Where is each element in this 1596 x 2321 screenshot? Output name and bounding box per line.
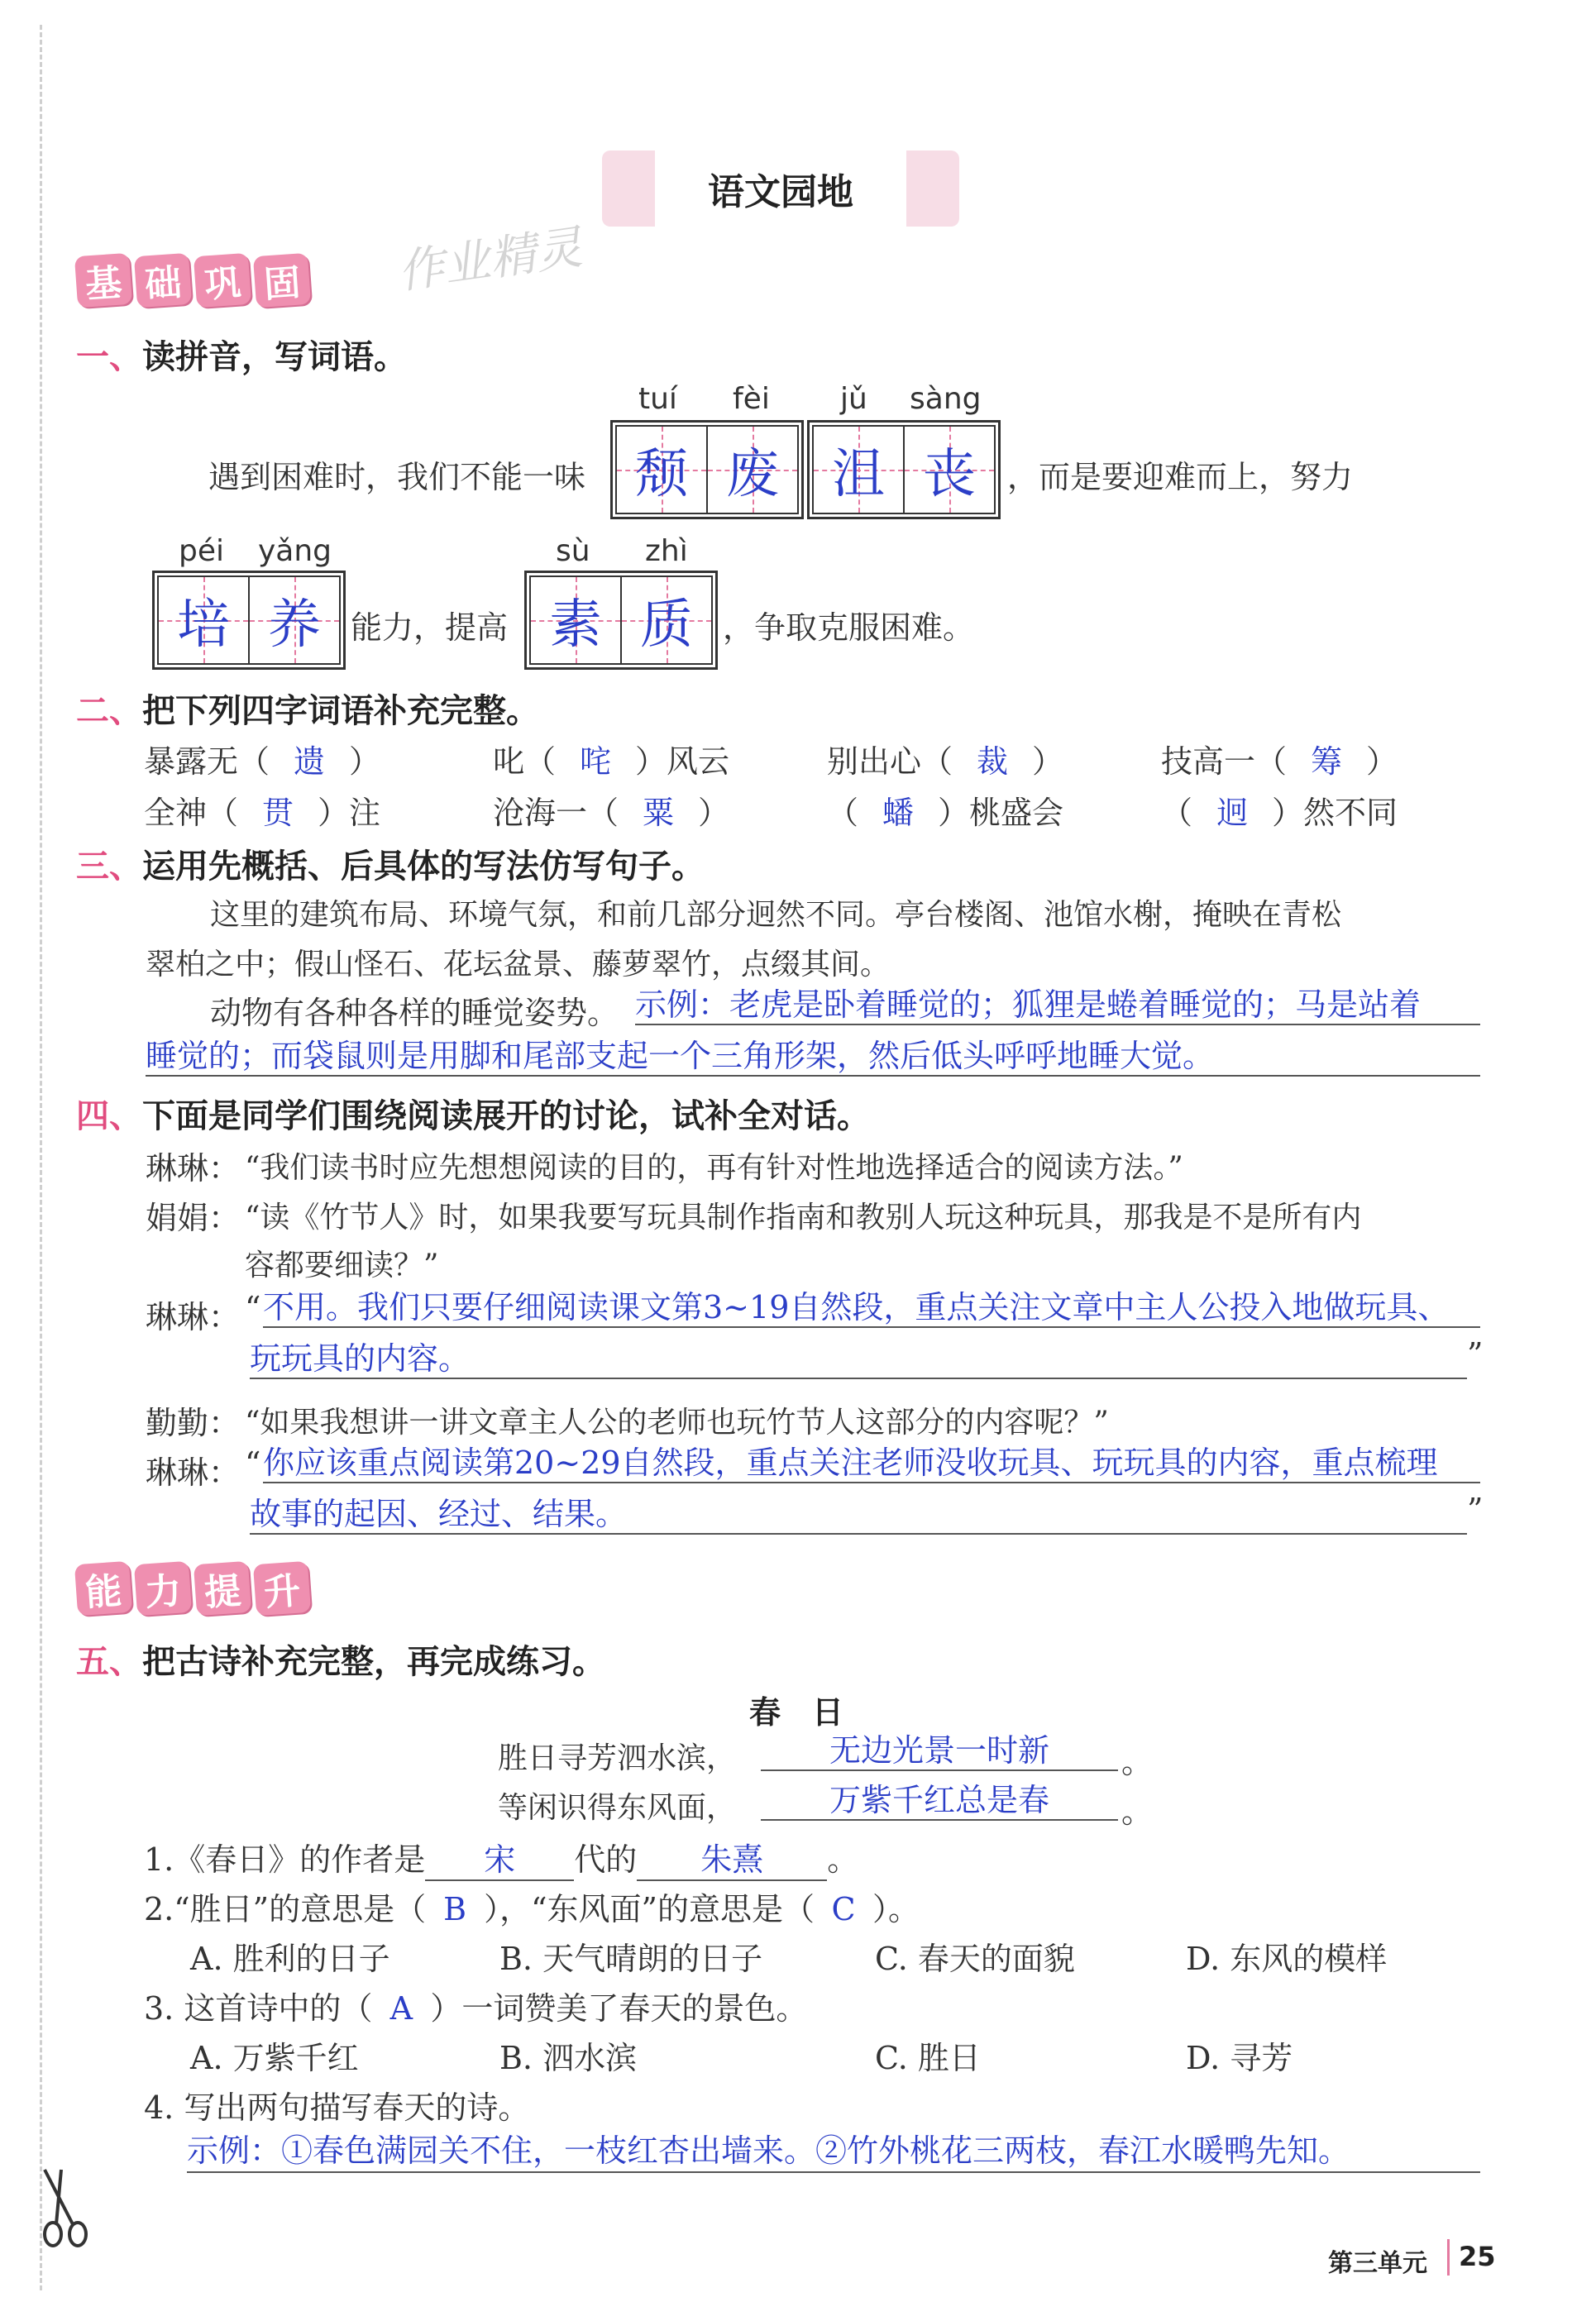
pinyin: tuí	[638, 382, 677, 416]
pinyin: sàng	[910, 382, 982, 416]
page-number: 25	[1459, 2241, 1496, 2272]
q3-answer-line2: 睡觉的；而袋鼠则是用脚和尾部支起一个三角形架，然后低头呼呼地睡大觉。	[146, 1030, 1480, 1077]
option: C. 胜日	[875, 2040, 981, 2076]
answer-grid	[610, 420, 804, 519]
dialog-speaker: 娟娟：	[146, 1200, 241, 1236]
q5-number: 五、	[76, 1643, 142, 1681]
q1-line1-pre: 遇到困难时，我们不能一味	[208, 459, 586, 495]
q3-example-line1: 这里的建筑布局、环境气氛，和前几部分迥然不同。亭台楼阁、池馆水榭，掩映在青松	[210, 898, 1342, 932]
grid-cell: 废	[708, 425, 799, 514]
option: A. 胜利的日子	[190, 1941, 390, 1977]
q1-text: 读拼音，写词语。	[142, 338, 407, 376]
pinyin: jǔ	[840, 382, 867, 416]
q3-text: 运用先概括、后具体的写法仿写句子。	[142, 848, 705, 886]
badge-char: 力	[134, 1561, 192, 1616]
dialog-text: “我们读书时应先想想阅读的目的，再有针对性地选择适合的阅读方法。”	[245, 1151, 1183, 1185]
grid-cell: 养	[250, 575, 341, 665]
badge-char: 础	[134, 253, 192, 308]
footer-divider	[1447, 2239, 1450, 2276]
q1-number: 一、	[76, 338, 142, 376]
badge-char: 提	[194, 1561, 251, 1616]
poem-title: 春 日	[749, 1694, 844, 1731]
idiom-item: 沧海一（ 粟 ）	[493, 795, 730, 831]
dialog-speaker: 琳琳：	[146, 1299, 241, 1335]
q3-prompt: 动物有各种各样的睡觉姿势。	[210, 995, 619, 1031]
idiom-item: （ 迥 ）然不同	[1161, 795, 1398, 831]
q3-answer-line1: 示例：老虎是卧着睡觉的；狐狸是蜷着睡觉的；马是站着	[635, 979, 1480, 1025]
option: B. 泗水滨	[499, 2040, 638, 2076]
idiom-item: 技高一（ 筹 ）	[1161, 743, 1398, 780]
grid-cell: 质	[622, 575, 713, 665]
badge-char: 基	[74, 253, 132, 308]
badge-char: 能	[74, 1561, 132, 1616]
dialog-speaker: 琳琳：	[146, 1454, 241, 1491]
sub-q2: 2.“胜日”的意思是（ B ），“东风面”的意思是（ C ）。	[144, 1891, 920, 1927]
badge-char: 升	[253, 1561, 311, 1616]
dialog-answer-line2: 玩玩具的内容。	[250, 1333, 1467, 1379]
poem-period: 。	[1121, 1744, 1154, 1780]
idiom-item: （ 蟠 ）桃盛会	[827, 795, 1064, 831]
section-badge-basic	[76, 255, 309, 306]
page-title-box	[602, 150, 959, 227]
answer-grid	[152, 571, 346, 670]
grid-cell: 培	[157, 575, 250, 665]
q1-line2-mid: 能力，提高	[351, 609, 509, 646]
grid-cell: 素	[529, 575, 622, 665]
grid-cell: 丧	[905, 425, 996, 514]
q3-heading	[76, 840, 705, 887]
sub-q3: 3. 这首诗中的（ A ）一词赞美了春天的景色。	[144, 1990, 808, 2027]
grid-cell: 沮	[812, 425, 905, 514]
option: B. 天气晴朗的日子	[499, 1941, 763, 1977]
dialog-text: 容都要细读？”	[245, 1249, 439, 1282]
pinyin: zhì	[645, 534, 688, 568]
q5-heading	[76, 1636, 605, 1683]
q1-heading	[76, 331, 407, 378]
idiom-item: 全神（ 贯 ）注	[144, 795, 381, 831]
sub-q1: 1.《春日》的作者是 宋 代的 朱熹 。	[144, 1834, 858, 1881]
quote-open: “	[245, 1290, 261, 1326]
section-badge-advanced	[76, 1563, 309, 1614]
poem-answer: 万紫千红总是春	[761, 1774, 1118, 1821]
sub-q4-answer: 示例：①春色满园关不住，一枝红杏出墙来。②竹外桃花三两枝，春江水暖鸭先知。	[187, 2125, 1480, 2173]
q2-number: 二、	[76, 692, 142, 730]
dialog-text: “读《竹节人》时，如果我要写玩具制作指南和教别人玩这种玩具，那我是不是所有内	[245, 1201, 1362, 1235]
scissors-icon	[33, 2166, 99, 2249]
pinyin: fèi	[733, 382, 770, 416]
q3-example-line2: 翠柏之中；假山怪石、花坛盆景、藤萝翠竹，点缀其间。	[146, 948, 891, 981]
dialog-text: “如果我想讲一讲文章主人公的老师也玩竹节人这部分的内容呢？”	[245, 1406, 1109, 1440]
option: D. 寻芳	[1186, 2040, 1293, 2076]
idiom-item: 暴露无（ 遗 ）	[144, 743, 381, 780]
grid-cell: 颓	[615, 425, 708, 514]
q4-number: 四、	[76, 1097, 142, 1135]
answer-grid	[807, 420, 1001, 519]
option: D. 东风的模样	[1186, 1941, 1388, 1977]
cut-line	[40, 25, 42, 2290]
dialog-speaker: 琳琳：	[146, 1150, 241, 1187]
option: A. 万紫千红	[190, 2040, 359, 2076]
page-title: 语文园地	[655, 150, 906, 227]
badge-char: 巩	[194, 253, 251, 308]
pinyin: sù	[556, 534, 590, 568]
answer-grid	[524, 571, 718, 670]
dialog-speaker: 勤勤：	[146, 1405, 241, 1441]
q2-heading	[76, 685, 539, 732]
q3-number: 三、	[76, 848, 142, 886]
watermark: 作业精灵	[394, 220, 586, 300]
q5-text: 把古诗补充完整，再完成练习。	[142, 1643, 605, 1681]
q4-heading	[76, 1090, 870, 1137]
poem-period: 。	[1121, 1793, 1154, 1830]
footer-unit: 第三单元	[1328, 2249, 1427, 2278]
quote-close: ”	[1467, 1492, 1484, 1528]
poem-answer: 无边光景一时新	[761, 1725, 1118, 1771]
badge-char: 固	[253, 253, 311, 308]
idiom-item: 别出心（ 裁 ）	[827, 743, 1064, 780]
dialog-answer-line1: 你应该重点阅读第20~29自然段，重点关注老师没收玩具、玩玩具的内容，重点梳理	[263, 1437, 1480, 1483]
dialog-answer-line1: 不用。我们只要仔细阅读课文第3~19自然段，重点关注文章中主人公投入地做玩具、	[263, 1282, 1480, 1328]
option: C. 春天的面貌	[875, 1941, 1075, 1977]
poem-line: 胜日寻芳泗水滨，	[498, 1741, 737, 1775]
quote-close: ”	[1467, 1336, 1484, 1373]
q1-line1-post: ，而是要迎难而上，努力	[1007, 459, 1354, 495]
quote-open: “	[245, 1445, 261, 1482]
pinyin: péi	[179, 534, 225, 568]
dialog-answer-line2: 故事的起因、经过、结果。	[250, 1488, 1467, 1535]
idiom-item: 叱（ 咤 ）风云	[493, 743, 730, 780]
poem-line: 等闲识得东风面，	[498, 1791, 737, 1825]
q1-line2-post: ，争取克服困难。	[723, 609, 975, 646]
q2-text: 把下列四字词语补充完整。	[142, 692, 539, 730]
sub-q4: 4. 写出两句描写春天的诗。	[144, 2089, 530, 2126]
q4-text: 下面是同学们围绕阅读展开的讨论，试补全对话。	[142, 1097, 870, 1135]
pinyin: yǎng	[258, 534, 332, 568]
